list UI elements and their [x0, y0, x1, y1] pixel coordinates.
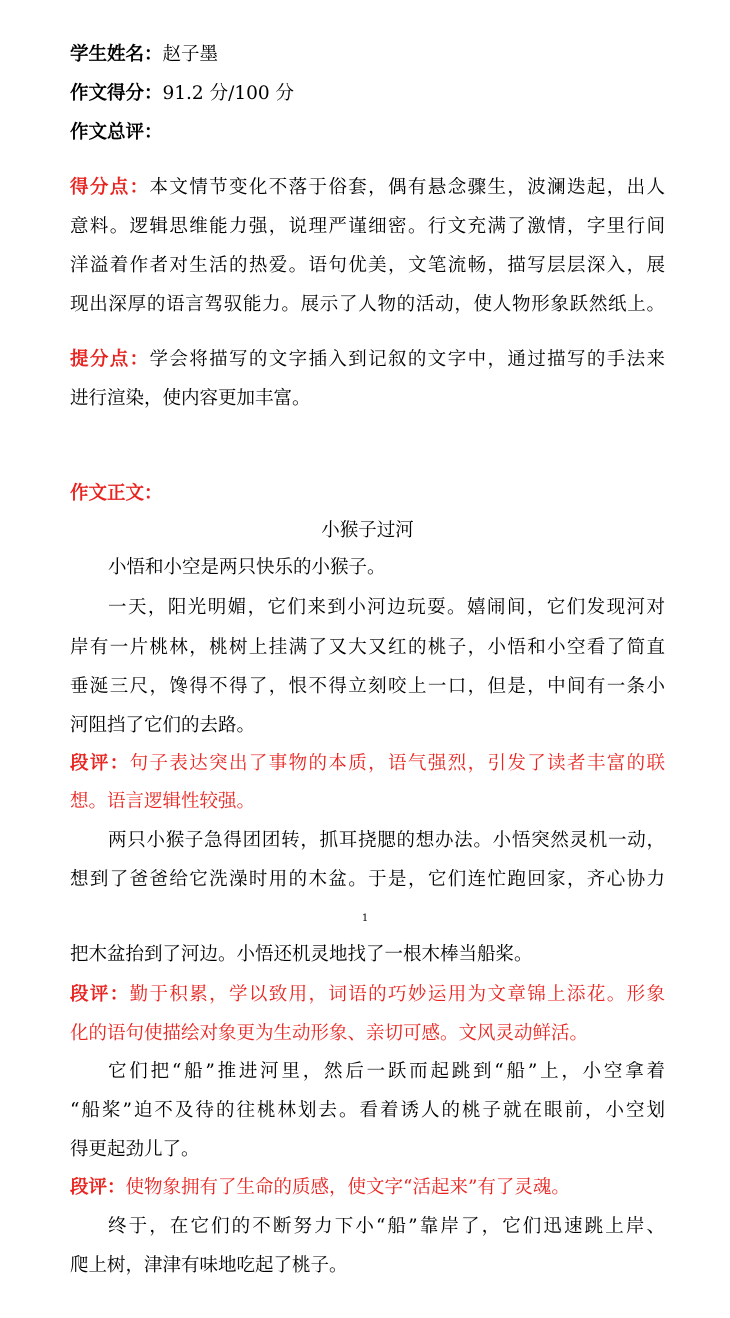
essay-paragraph-line: 垂涎三尺，馋得不得了，恨不得立刻咬上一口，但是，中间有一条小 — [70, 676, 665, 697]
essay-body-heading: 作文正文： — [70, 483, 163, 504]
improvements-line — [70, 348, 665, 372]
student-name-value: 赵子墨 — [162, 44, 219, 65]
essay-score-value: 91.2 分/100 分 — [162, 83, 295, 104]
paragraph-comment-text: 勤于积累，学以致用，词语的巧妙运用为文章锦上添花。形象 — [129, 984, 665, 1005]
essay-paragraph-line: 爬上树，津津有味地吃起了桃子。 — [70, 1255, 348, 1276]
improvements-label: 提分点： — [70, 349, 150, 370]
paragraph-comment-line: 想。语言逻辑性较强。 — [70, 791, 256, 812]
essay-paragraph-line: “船桨”迫不及待的往桃林划去。看着诱人的桃子就在眼前，小空划 — [70, 1100, 665, 1121]
essay-paragraph-line: 一天，阳光明媚，它们来到小河边玩耍。嬉闹间，它们发现河对 — [108, 597, 665, 618]
essay-paragraph-line: 把木盆抬到了河边。小悟还机灵地找了一根木棒当船桨。 — [70, 944, 533, 965]
essay-title: 小猴子过河 — [321, 520, 414, 541]
strengths-line: 意料。逻辑思维能力强，说理严谨细密。行文充满了激情，字里行间 — [70, 216, 665, 237]
paragraph-comment-line — [70, 1176, 665, 1200]
page-number: 1 — [361, 913, 369, 924]
student-name-label: 学生姓名： — [70, 44, 163, 65]
essay-paragraph-line: 岸有一片桃林，桃树上挂满了又大又红的桃子，小悟和小空看了简直 — [70, 637, 665, 658]
student-name-line — [70, 43, 665, 67]
paragraph-comment-label: 段评： — [70, 1177, 126, 1198]
strengths-line: 现出深厚的语言驾驭能力。展示了人物的活动，使人物形象跃然纸上。 — [70, 294, 665, 315]
essay-score-line — [70, 82, 665, 106]
essay-paragraph-line: 河阻挡了它们的去路。 — [70, 715, 256, 736]
essay-score-label: 作文得分： — [70, 83, 163, 104]
paragraph-comment-text: 句子表达突出了事物的本质，语气强烈，引发了读者丰富的联 — [129, 753, 665, 774]
essay-paragraph-line: 终于，在它们的不断努力下小“船”靠岸了，它们迅速跳上岸、 — [108, 1216, 665, 1237]
paragraph-comment-line — [70, 752, 665, 776]
essay-paragraph-line: 小悟和小空是两只快乐的小猴子。 — [108, 557, 386, 578]
paragraph-comment-line — [70, 983, 665, 1007]
paragraph-comment-text: 使物象拥有了生命的质感，使文字“活起来”有了灵魂。 — [125, 1177, 570, 1198]
improvements-text: 学会将描写的文字插入到记叙的文字中，通过描写的手法来 — [149, 349, 665, 370]
strengths-label: 得分点： — [70, 177, 150, 198]
paragraph-comment-line: 化的语句使描绘对象更为生动形象、亲切可感。文风灵动鲜活。 — [70, 1023, 589, 1044]
strengths-line: 洋溢着作者对生活的热爱。语句优美，文笔流畅，描写层层深入，展 — [70, 255, 665, 276]
overall-review-heading: 作文总评： — [70, 122, 163, 143]
essay-paragraph-line: 想到了爸爸给它洗澡时用的木盆。于是，它们连忙跑回家，齐心协力 — [70, 869, 665, 890]
paragraph-comment-label: 段评： — [70, 753, 130, 774]
strengths-text: 本文情节变化不落于俗套，偶有悬念骤生，波澜迭起，出人 — [149, 177, 665, 198]
paragraph-comment-label: 段评： — [70, 984, 130, 1005]
strengths-line — [70, 176, 665, 200]
improvements-line: 进行渲染，使内容更加丰富。 — [70, 388, 311, 409]
essay-paragraph-line: 得更起劲儿了。 — [70, 1139, 200, 1160]
essay-paragraph-line: 它们把“船”推进河里，然后一跃而起跳到“船”上，小空拿着 — [108, 1061, 665, 1082]
essay-paragraph-line: 两只小猴子急得团团转，抓耳挠腮的想办法。小悟突然灵机一动， — [108, 830, 665, 851]
